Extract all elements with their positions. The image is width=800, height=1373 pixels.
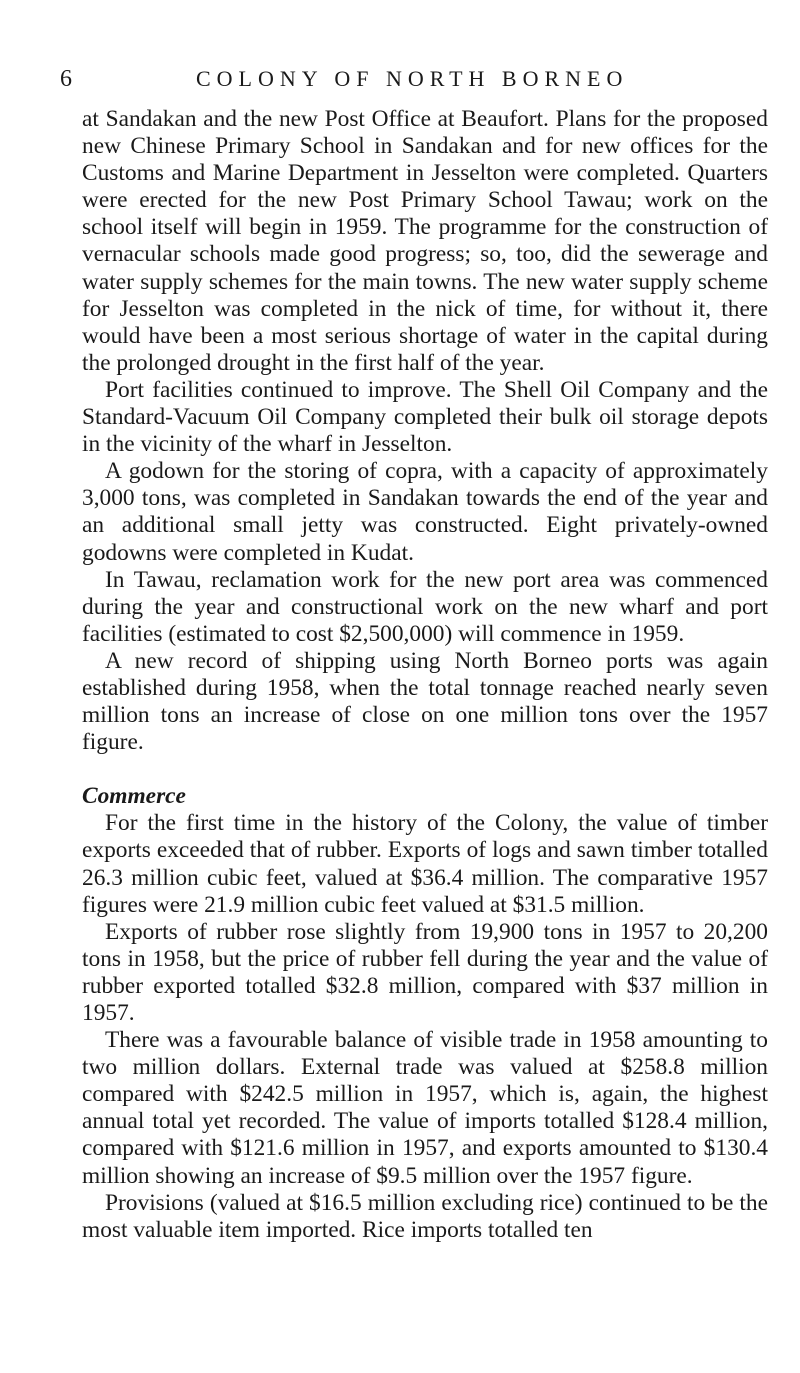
paragraph: For the first time in the history of the Colony, the value of timber exports exceeded that of rubber. Exports of logs and sawn timber totalled 26.3 million cubic feet, valued at $36.4 million. The comparative 1957 figures were 21.9 million cubic feet valued at $31.5 million. <box>82 810 768 918</box>
page-header <box>60 62 750 96</box>
page-number: 6 <box>60 66 72 92</box>
paragraph: There was a favourable balance of visible trade in 1958 amounting to two million dollars. External trade was valued at $258.8 million compared with $242.5 million in 1957, which is, again, the highest annual total yet recorded. The value of imports totalled $128.4 million, compared with $121.6 million in 1957, and exports amounted to $130.4 million showing an increase of $9.5 million over the 1957 figure. <box>82 1027 768 1189</box>
paragraph: at Sandakan and the new Post Office at Beaufort. Plans for the proposed new Chinese Primary School in Sandakan and for new offices for the Customs and Marine Department in Jesselton were completed. Quarters were erected for the new Post Primary School Tawau; work on the school itself will begin in 1959. The programme for the construction of vernacular schools made good progress; so, too, did the sewerage and water supply schemes for the main towns. The new water supply scheme for Jesselton was completed in the nick of time, for without it, there would have been a most serious shortage of water in the capital during the prolonged drought in the first half of the year. <box>82 106 768 376</box>
paragraph: Provisions (valued at $16.5 million excluding rice) continued to be the most valuable item imported. Rice imports totalled ten <box>82 1189 768 1243</box>
paragraph: A new record of shipping using North Borneo ports was again established during 1958, when the total tonnage reached nearly seven million tons an increase of close on one million tons over the 1957 figure. <box>82 647 768 756</box>
paragraph: Port facilities continued to improve. The Shell Oil Company and the Standard-Vacuum Oil Company completed their bulk oil storage depots in the vicinity of the wharf in Jesselton. <box>82 376 768 458</box>
section-heading: Commerce <box>82 783 186 810</box>
running-head: COLONY OF NORTH BORNEO <box>196 66 629 91</box>
paragraph: In Tawau, reclamation work for the new port area was commenced during the year and constructional work on the new wharf and port facilities (estimated to cost $2,500,000) will commence in 1959. <box>82 566 768 647</box>
paragraph: Exports of rubber rose slightly from 19,900 tons in 1957 to 20,200 tons in 1958, but the price of rubber fell during the year and the value of rubber exported totalled $32.8 million, compared with $37 million in 1957. <box>82 918 768 1026</box>
body-text <box>82 106 768 1244</box>
paragraph: A godown for the storing of copra, with a capacity of approximately 3,000 tons, was completed in Sandakan towards the end of the year and an additional small jetty was constructed. Eight privately-owned godowns were completed in Kudat. <box>82 458 768 566</box>
